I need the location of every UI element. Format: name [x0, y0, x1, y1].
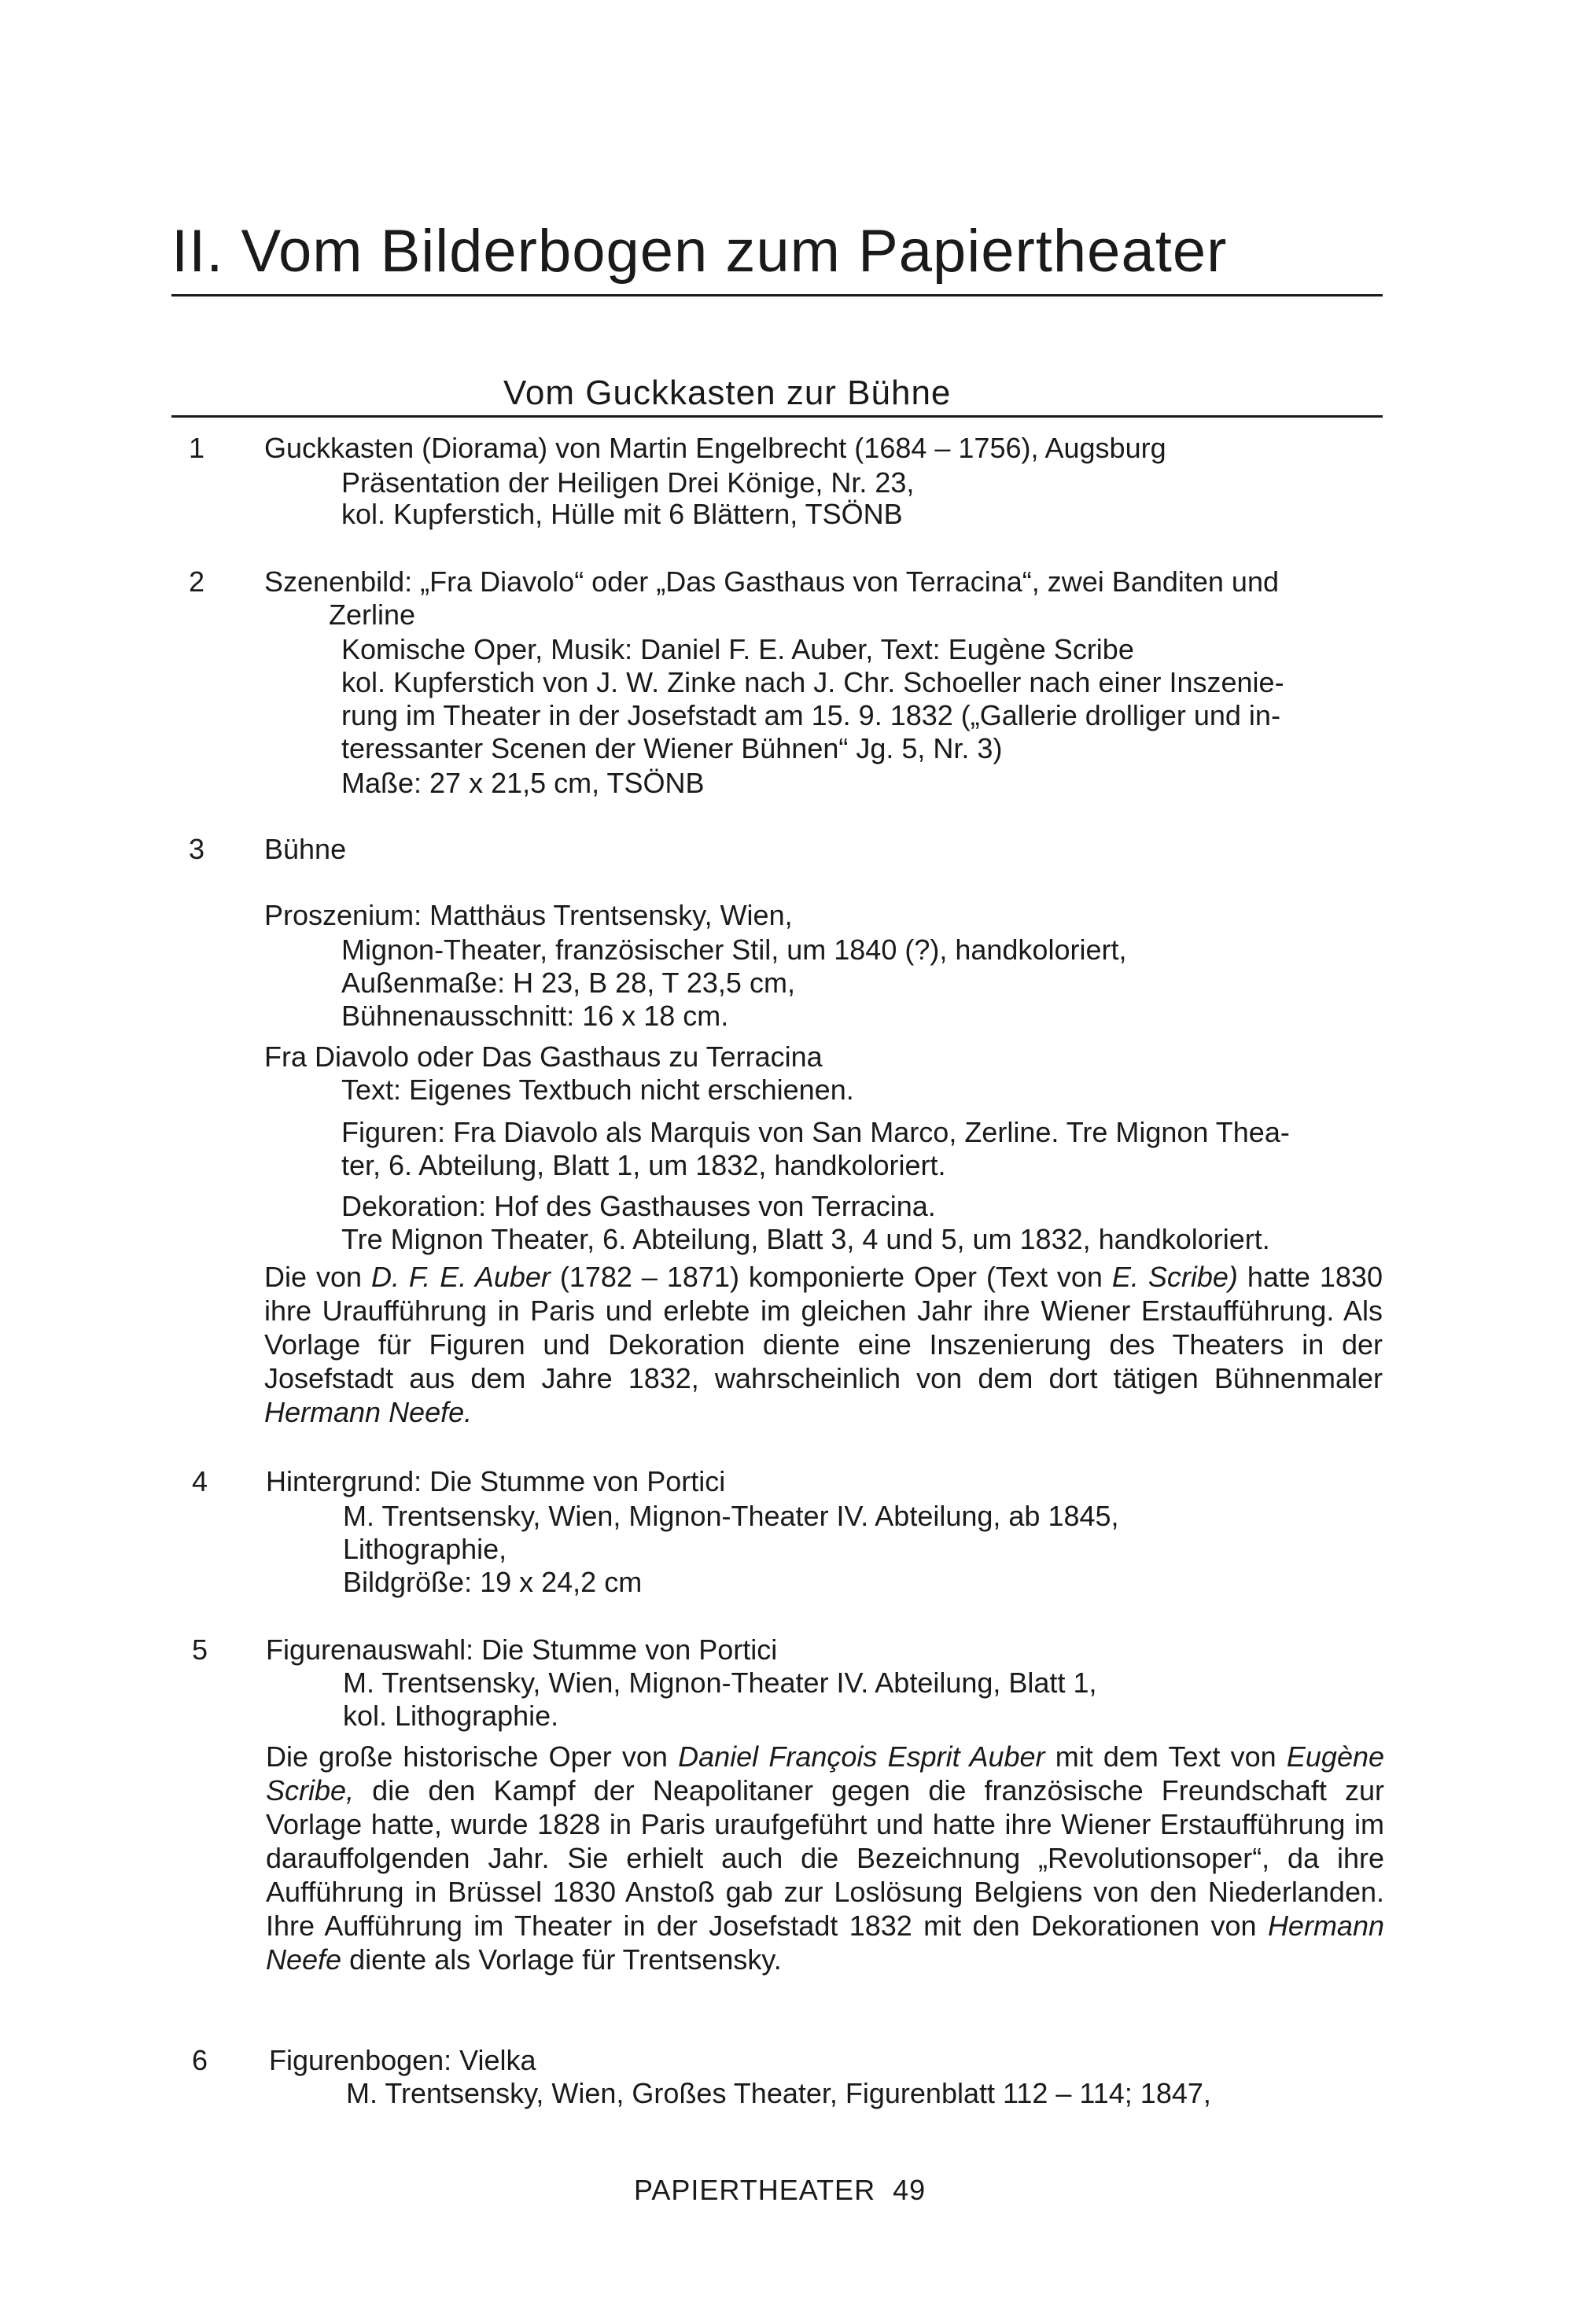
entry-commentary: Die große historische Oper von Daniel François Esprit Auber mit dem Text von Eugène Scribe, die den Kampf der Neapolitaner gegen die französische Freundschaft zur Vorlage hatte, wurde 1828 in Paris uraufgeführt und hatte ihre Wiener Erstaufführung im darauffolgenden Jahr. Sie erhielt auch die Bezeichnung „Revolutionsoper“, da ihre Aufführung in Brüssel 1830 Anstoß gab zur Loslösung Belgiens von den Niederlanden. Ihre Aufführung im Theater in der Josefstadt 1832 mit den Dekorationen von Hermann Neefe diente als Vorlage für Trentsensky.: [266, 1740, 1385, 1976]
chapter-title-rule: [171, 294, 1383, 296]
entry-detail: Bühnenausschnitt: 16 x 18 cm.: [341, 1000, 729, 1032]
entry-detail: M. Trentsensky, Wien, Mignon-Theater IV. Abteilung, Blatt 1,: [343, 1667, 1097, 1699]
section-title: Vom Guckkasten zur Bühne: [503, 374, 952, 412]
entry-title: Figurenauswahl: Die Stumme von Portici: [266, 1633, 778, 1666]
entry-number: 3: [189, 833, 205, 865]
entry-number: 6: [192, 2044, 208, 2076]
entry-title: Guckkasten (Diorama) von Martin Engelbrecht (1684 – 1756), Augsburg: [264, 432, 1166, 464]
entry-number: 1: [189, 432, 205, 464]
entry-detail: Text: Eigenes Textbuch nicht erschienen.: [341, 1074, 854, 1106]
entry-detail: Mignon-Theater, französischer Stil, um 1840 (?), handkoloriert,: [341, 934, 1127, 966]
entry-detail: Bildgröße: 19 x 24,2 cm: [343, 1566, 643, 1598]
entry-detail: kol. Lithographie.: [343, 1700, 559, 1732]
entry-detail: M. Trentsensky, Wien, Großes Theater, Figurenblatt 112 – 114; 1847,: [346, 2077, 1211, 2109]
entry-detail: teressanter Scenen der Wiener Bühnen“ Jg. 5, Nr. 3): [341, 732, 1003, 764]
entry-detail: kol. Kupferstich von J. W. Zinke nach J. Chr. Schoeller nach einer Inszenie-: [341, 666, 1284, 698]
entry-detail: kol. Kupferstich, Hülle mit 6 Blättern, TSÖNB: [341, 498, 903, 530]
entry-detail: Figuren: Fra Diavolo als Marquis von San Marco, Zerline. Tre Mignon Thea-: [341, 1116, 1290, 1148]
entry-title: Bühne: [264, 833, 347, 865]
entry-title: Figurenbogen: Vielka: [269, 2044, 536, 2076]
entry-detail: M. Trentsensky, Wien, Mignon-Theater IV. Abteilung, ab 1845,: [343, 1500, 1119, 1532]
entry-number: 2: [189, 565, 205, 598]
entry-detail: rung im Theater in der Josefstadt am 15. 9. 1832 („Gallerie drolliger und in-: [341, 699, 1280, 731]
page-number: 49: [893, 2174, 926, 2206]
entry-subheading: Fra Diavolo oder Das Gasthaus zu Terracina: [264, 1040, 823, 1073]
page-footer: [634, 2174, 926, 2207]
chapter-title: II. Vom Bilderbogen zum Papiertheater: [171, 218, 1228, 285]
section-title-rule: [171, 415, 1383, 418]
entry-detail: Außenmaße: H 23, B 28, T 23,5 cm,: [341, 967, 795, 999]
running-title: PAPIERTHEATER: [634, 2174, 876, 2206]
entry-detail: Lithographie,: [343, 1533, 507, 1565]
entry-number: 4: [192, 1465, 208, 1497]
entry-commentary: Die von D. F. E. Auber (1782 – 1871) komponierte Oper (Text von E. Scribe) hatte 1830 ihre Uraufführung in Paris und erlebte im gleichen Jahr ihre Wiener Erstaufführung. Als Vorlage für Figuren und Dekoration diente eine Inszenierung des Theaters in der Josefstadt aus dem Jahre 1832, wahrscheinlich von dem dort tätigen Bühnenmaler Hermann Neefe.: [264, 1261, 1383, 1428]
entry-title: Hintergrund: Die Stumme von Portici: [266, 1465, 726, 1497]
entry-detail: Präsentation der Heiligen Drei Könige, Nr. 23,: [341, 466, 915, 499]
entry-title: Zerline: [329, 598, 416, 631]
entry-detail: Tre Mignon Theater, 6. Abteilung, Blatt 3, 4 und 5, um 1832, handkoloriert.: [341, 1223, 1270, 1255]
entry-title: Szenenbild: „Fra Diavolo“ oder „Das Gasthaus von Terracina“, zwei Banditen und: [264, 565, 1279, 598]
entry-detail: Dekoration: Hof des Gasthauses von Terracina.: [341, 1190, 936, 1222]
entry-subheading: Proszenium: Matthäus Trentsensky, Wien,: [264, 899, 793, 931]
entry-detail: Komische Oper, Musik: Daniel F. E. Auber, Text: Eugène Scribe: [341, 633, 1134, 665]
entry-detail: ter, 6. Abteilung, Blatt 1, um 1832, handkoloriert.: [341, 1149, 946, 1181]
entry-detail: Maße: 27 x 21,5 cm, TSÖNB: [341, 767, 705, 799]
entry-number: 5: [192, 1633, 208, 1666]
